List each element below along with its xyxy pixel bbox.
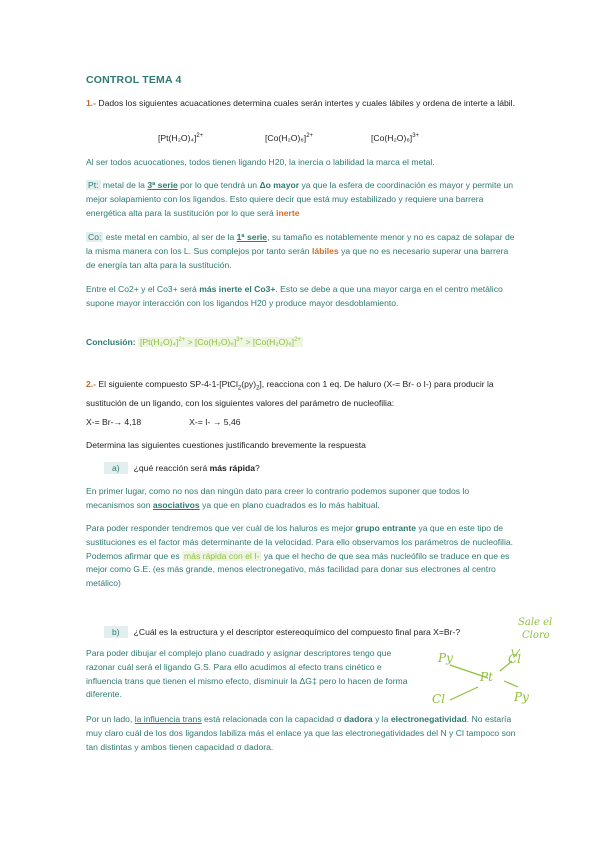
- instruction: Determina las siguientes cuestiones justificando brevemente la respuesta: [86, 440, 366, 450]
- serie-3: 3ª serie: [147, 180, 178, 190]
- ligand-cl-2: Cl: [432, 692, 446, 706]
- question-text: Dados los siguientes acuacationes determina cuales serán intertes y cuales lábiles y ordena de interte a lábil.: [98, 98, 515, 108]
- conclusion: [86, 334, 516, 350]
- highlight-faster-iodide: más rápida con el I-: [184, 550, 260, 561]
- conclusion-order: $[Pt(H_2O)_4]^{2+} > [Co(H_2O)_6]^{3+} > [Co(H_2O)_6]^{2+}$: [140, 336, 301, 347]
- tag-a: a): [104, 462, 128, 474]
- sketch-note-2: Cloro: [522, 630, 550, 641]
- ligand-cl-1: Cl: [508, 652, 522, 666]
- paragraph-intro: Al ser todos acuocationes, todos tienen ligando H20, la inercia o labilidad la marca el metal.: [86, 157, 435, 167]
- paragraph-co-comparison: Entre el Co2+ y el Co3+ será más inerte el Co3+. Esto se debe a que una mayor carga en el centro metálico supone mayor interacción con los ligandos H20 y produce mayor desdoblamiento.: [86, 284, 503, 308]
- question-number: 1.-: [86, 98, 97, 108]
- formula-pt: $[Pt(H_2O)_4]^{2+}$: [158, 133, 204, 143]
- paragraph-a1: En primer lugar, como no nos dan ningún dato para creer lo contrario podemos suponer que todos lo mecanismos son asociativos ya que en plano cuadrados es lo más habitual.: [86, 486, 470, 510]
- ligand-py-1: Py: [438, 651, 453, 665]
- formula-co2: $[Co(H_2O)_6]^{2+}$: [265, 133, 314, 143]
- label-pt: Pt:: [88, 180, 99, 190]
- result-inerte: inerte: [276, 207, 300, 218]
- paragraph-a2: Para poder responder tendremos que ver cuál de los haluros es mejor grupo entrante ya que en este tipo de sustituciones es el factor más determinante de la velocidad. Para ello observamos los parámetros de nucleofilia. Podemos afirmar que es más rápida con el I- ya que el hecho de que sea más nucleófilo se traduce en que es mejor como G.E. (es más grande, menos electronegativo, más facilidad para donar sus electrones al centro metálico): [86, 523, 514, 589]
- question-1: [86, 97, 516, 111]
- subquestion-b: b) ¿Cuál es la estructura y el descriptor estereoquímico del compuesto final para X=Br-?: [104, 626, 524, 640]
- subquestion-a: a) ¿qué reacción será más rápida?: [104, 462, 534, 476]
- paragraph-b1: Para poder dibujar el complejo plano cuadrado y asignar descriptores tengo que razonar cuál será el ligando G.S. Para ello acudimos al efecto trans cinético e influencia trans que tienen el mismo efecto, disminuir la ΔG‡ pero lo hacen de forma diferente.: [86, 648, 408, 700]
- value-br: X-= Br-→ 4,18: [86, 417, 142, 427]
- sketch-note-1: Sale el: [518, 617, 553, 628]
- formula-co3: $[Co(H_2O)_6]^{3+}$: [371, 133, 420, 143]
- serie-1: 1ª serie: [236, 232, 268, 242]
- paragraph-co: Co: este metal en cambio, al ser de la 1ª serie, su tamaño es notablemente menor y no es capaz de solapar de la misma manera con los L. Sus complejos por tanto serán lábiles ya que no es necesario superar una barrera de energía tan alta para la sustitución.: [86, 232, 515, 270]
- tag-b: b): [104, 626, 128, 638]
- page-title: CONTROL TEMA 4: [86, 74, 182, 86]
- label-co: Co:: [88, 232, 102, 242]
- delta-o-mayor: Δo mayor: [259, 180, 300, 190]
- result-labiles: lábiles: [311, 245, 339, 256]
- paragraph-b2: Por un lado, la influencia trans está relacionada con la capacidad σ dadora y la electronegatividad. No estaría muy claro cuál de los dos ligandos labiliza más el enlace ya que las electronegatividades del N y Cl tampoco son tan distintas y ambos tienen capacidad σ dadora.: [86, 714, 516, 752]
- conclusion-label: Conclusión:: [86, 336, 139, 347]
- paragraph-pt: Pt: metal de la 3ª serie por lo que tendrá un Δo mayor ya que la esfera de coordinación es mayor y permite un mejor solapamiento con los ligandos. Esto quiere decir que está muy estabilizado y requiere una barrera energética alta para la sustitución por lo que será inerte: [86, 180, 514, 218]
- nucleophilicity-values: [86, 416, 516, 430]
- question-2: 2.- El siguiente compuesto $SP-4-1-[PtCl_2(py)_2]$, reacciona con 1 eq. De haluro (X-= Br- o I-) para producir la sustitución de un ligando, con los siguientes valores del parámetro de nucleofilia:: [86, 379, 494, 408]
- metal-center: Pt: [480, 670, 493, 684]
- ligand-py-2: Py: [514, 690, 529, 704]
- value-i: X-= I- → 5,46: [189, 417, 241, 427]
